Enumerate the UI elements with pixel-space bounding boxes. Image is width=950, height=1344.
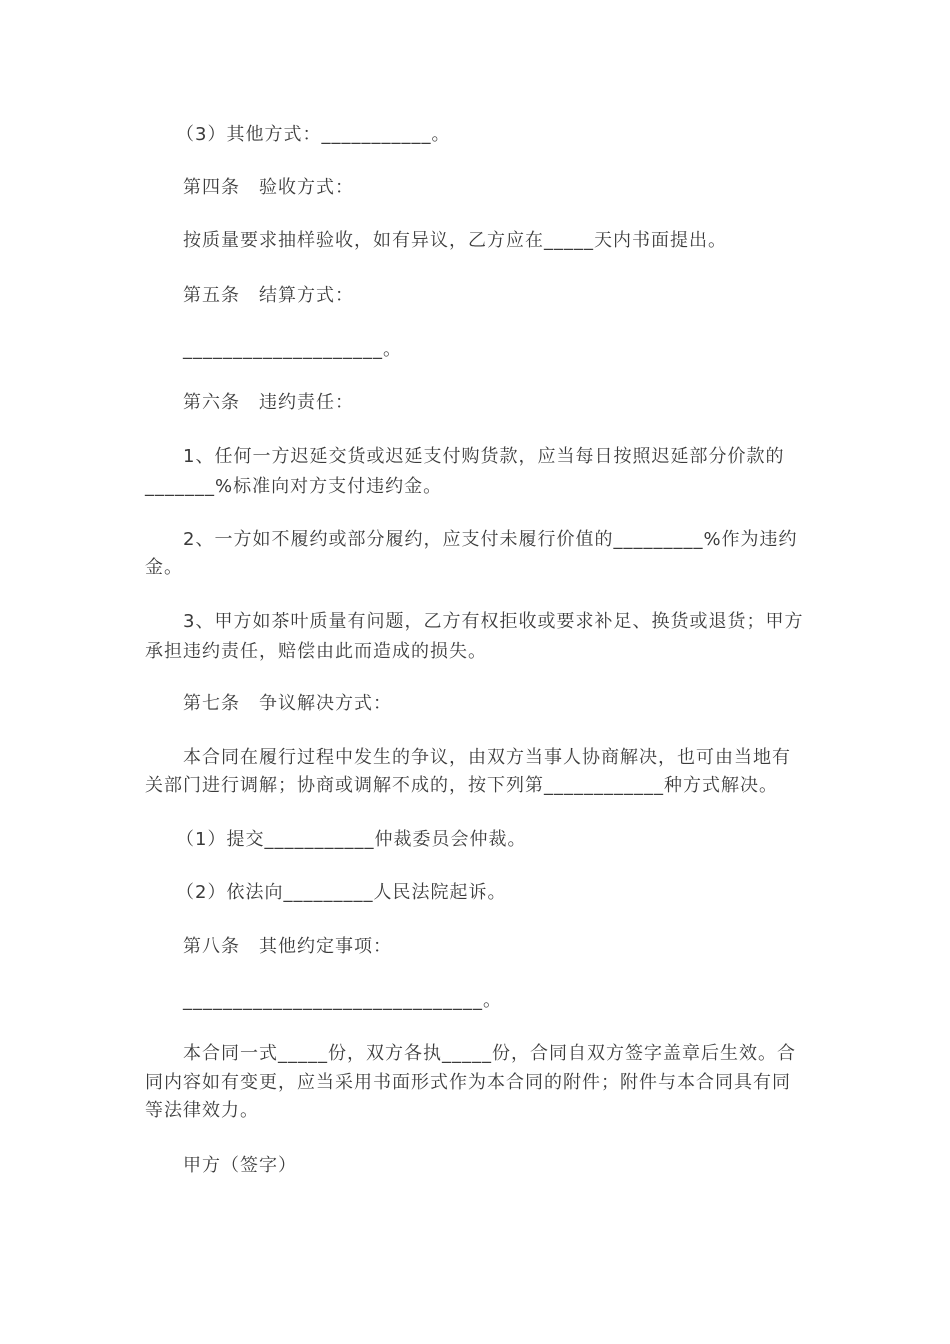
- article-8-heading: 第八条 其他约定事项：: [183, 936, 392, 957]
- article-6-heading: 第六条 违约责任：: [183, 392, 354, 413]
- article-7-option-2: （2）依法向_________人民法院起诉。: [176, 882, 507, 903]
- article-7-text-line-2: 关部门进行调解；协商或调解不成的，按下列第____________种方式解决。: [145, 775, 778, 796]
- copies-clause-line-3: 等法律效力。: [145, 1100, 259, 1121]
- article-6-item-3-line-1: 3、甲方如茶叶质量有问题，乙方有权拒收或要求补足、换货或退货；甲方: [183, 611, 804, 632]
- article-4-text: 按质量要求抽样验收，如有异议，乙方应在_____天内书面提出。: [183, 230, 727, 251]
- copies-clause-line-1: 本合同一式_____份，双方各执_____份，合同自双方签字盖章后生效。合: [183, 1043, 796, 1064]
- other-method-line: （3）其他方式：___________。: [176, 124, 451, 145]
- copies-clause-line-2: 同内容如有变更，应当采用书面形式作为本合同的附件；附件与本合同具有同: [145, 1072, 791, 1093]
- article-6-item-3-line-2: 承担违约责任，赔偿由此而造成的损失。: [145, 641, 487, 662]
- article-7-heading: 第七条 争议解决方式：: [183, 693, 392, 714]
- article-7-option-1: （1）提交___________仲裁委员会仲裁。: [176, 829, 527, 850]
- article-6-item-1-line-2: _______%标准向对方支付违约金。: [145, 476, 443, 497]
- article-8-blank: ______________________________。: [183, 990, 502, 1011]
- article-6-item-2-line-1: 2、一方如不履约或部分履约，应支付未履行价值的_________%作为违约: [183, 529, 798, 550]
- article-4-heading: 第四条 验收方式：: [183, 177, 354, 198]
- article-5-heading: 第五条 结算方式：: [183, 285, 354, 306]
- article-5-blank: ____________________。: [183, 339, 402, 360]
- article-7-text-line-1: 本合同在履行过程中发生的争议，由双方当事人协商解决，也可由当地有: [183, 747, 791, 768]
- article-6-item-1-line-1: 1、任何一方迟延交货或迟延支付购货款，应当每日按照迟延部分价款的: [183, 446, 785, 467]
- party-a-signature-label: 甲方（签字）: [183, 1155, 297, 1176]
- article-6-item-2-line-2: 金。: [145, 557, 183, 578]
